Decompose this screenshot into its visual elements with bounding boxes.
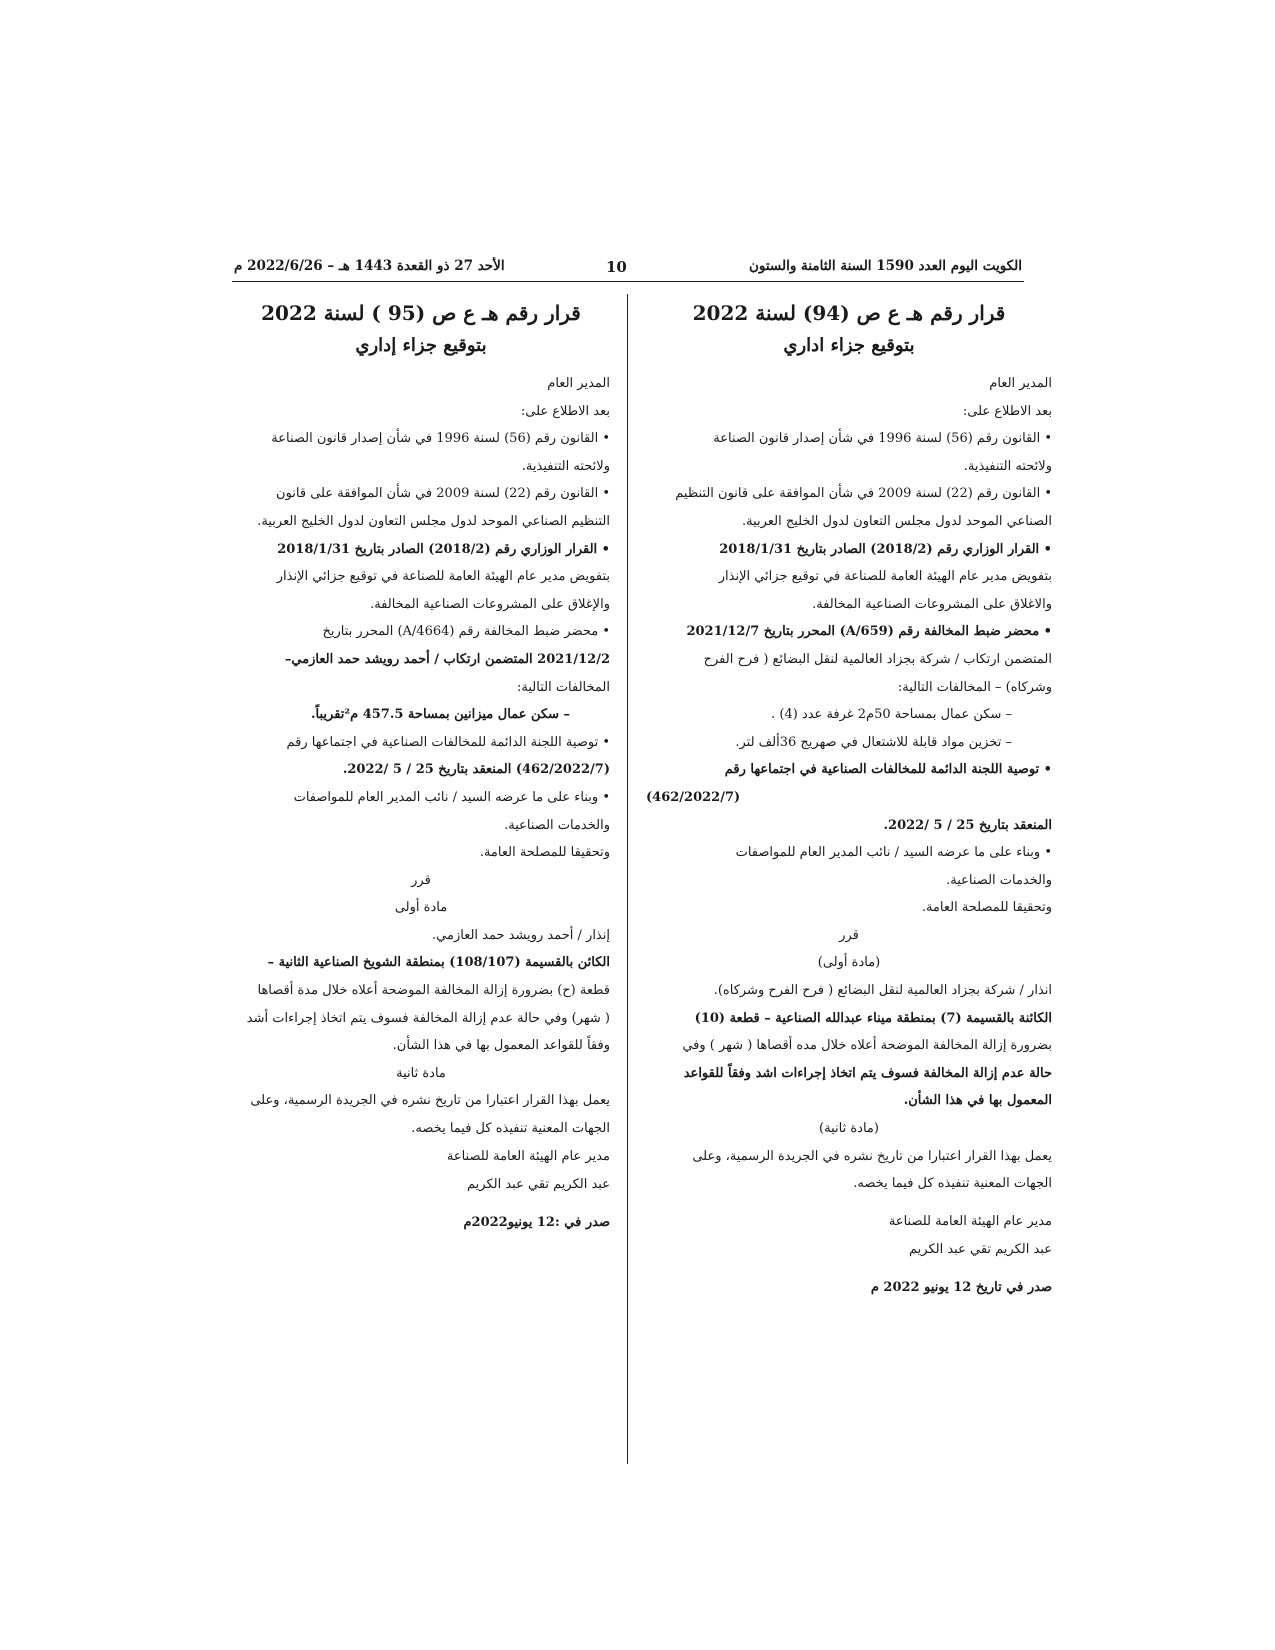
- body-line: التنظيم الصناعي الموحد لدول مجلس التعاون لدول الخليج العربية.: [257, 513, 610, 529]
- body-line: • القانون رقم (22) لسنة 2009 في شأن الموافقة على قانون: [276, 486, 610, 502]
- decided-heading: قرر: [411, 872, 431, 888]
- decision-title: قرار رقم هـ ع ص (95 ) لسنة 2022: [261, 301, 581, 325]
- decision-subtitle: بتوقيع جزاء إداري: [355, 335, 487, 356]
- body-line: ولائحته التنفيذية.: [521, 458, 610, 474]
- body-line: الصناعي الموحد لدول مجلس التعاون لدول الخليج العربية.: [742, 513, 1052, 529]
- body-line: بتفويض مدير عام الهيئة العامة للصناعة في توقيع جزائي الإنذار: [718, 569, 1052, 585]
- body-line: المنعقد بتاريخ 25 / 5 /2022.: [883, 817, 1052, 833]
- body-line: انذار / شركة بجزاد العالمية لنقل البضائع ( فرح الفرح وشركاه).: [713, 983, 1052, 999]
- decision-95-column: [232, 296, 610, 1237]
- body-line: والاغلاق على المشروعات الصناعية المخالفة.: [812, 596, 1052, 612]
- signatory-position: مدير عام الهيئة العامة للصناعة: [888, 1213, 1052, 1229]
- body-line: المدير العام: [547, 376, 610, 391]
- body-line: والخدمات الصناعية.: [946, 872, 1052, 888]
- body-line: المدير العام: [989, 376, 1052, 391]
- body-line: والإغلاق على المشروعات الصناعية المخالفة.: [370, 596, 610, 612]
- article-heading: مادة ثانية: [396, 1065, 446, 1081]
- body-line: (462/2022/7): [646, 789, 741, 805]
- body-line: المتضمن ارتكاب / شركة بجزاد العالمية لنقل البضائع ( فرح الفرح: [703, 651, 1052, 667]
- decision-subtitle: بتوقيع جزاء اداري: [783, 335, 915, 356]
- signatory-name: عبد الكريم تقي عبد الكريم: [467, 1176, 610, 1192]
- body-line: وفقاً للقواعد المعمول بها في هذا الشأن.: [392, 1038, 610, 1054]
- body-line: والخدمات الصناعية.: [504, 817, 610, 833]
- body-line: 2021/12/2 المتضمن ارتكاب / أحمد رويشد حمد العازمي–: [284, 651, 610, 667]
- body-line: – تخزين مواد قابلة للاشتعال في صهريج 36ألف لتر.: [735, 734, 1012, 750]
- body-line: • القرار الوزاري رقم (2018/2) الصادر بتاريخ 2018/1/31: [277, 541, 610, 557]
- body-line: الجهات المعنية تنفيذه كل فيما يخصه.: [411, 1121, 610, 1137]
- body-line: – سكن عمال ميزانين بمساحة 457.5 م²تقريباً.: [311, 707, 570, 723]
- signatory-name: عبد الكريم تقي عبد الكريم: [909, 1241, 1052, 1257]
- body-line: الكائنة بالقسيمة (7) بمنطقة ميناء عبدالله الصناعية – قطعة (10): [694, 1010, 1052, 1026]
- column-divider: [627, 294, 628, 1464]
- body-line: • توصية اللجنة الدائمة للمخالفات الصناعية في اجتماعها رقم: [724, 762, 1052, 778]
- body-line: يعمل بهذا القرار اعتبارا من تاريخ نشره في الجريدة الرسمية، وعلى: [250, 1093, 610, 1109]
- body-line: • القانون رقم (22) لسنة 2009 في شأن الموافقة على قانون التنظيم: [675, 486, 1052, 502]
- body-line: • القانون رقم (56) لسنة 1996 في شأن إصدار قانون الصناعة: [713, 431, 1052, 447]
- page-header: [234, 258, 1022, 280]
- body-line: (462/2022/7) المنعقد بتاريخ 25 / 5 /2022.: [342, 762, 610, 778]
- header-date: الأحد 27 ذو القعدة 1443 هـ – 2022/6/26 م: [234, 258, 505, 274]
- body-line: المخالفات التالية:: [517, 679, 610, 695]
- header-publication: الكويت اليوم العدد 1590 السنة الثامنة والستون: [748, 258, 1022, 274]
- body-line: • محضر ضبط المخالفة رقم (A/4664) المحرر بتاريخ: [322, 624, 610, 640]
- body-line: – سكن عمال بمساحة 50م2 غرفة عدد (4) .: [771, 707, 1012, 723]
- decision-title: قرار رقم هـ ع ص (94) لسنة 2022: [692, 301, 1006, 325]
- body-line: • وبناء على ما عرضه السيد / نائب المدير العام للمواصفات: [293, 789, 610, 805]
- body-line: وتحقيقا للمصلحة العامة.: [479, 845, 610, 861]
- page-number: 10: [606, 258, 627, 276]
- body-line: وتحقيقا للمصلحة العامة.: [921, 900, 1052, 916]
- article-heading: (مادة أولى): [817, 955, 881, 971]
- body-line: • القانون رقم (56) لسنة 1996 في شأن إصدار قانون الصناعة: [271, 431, 610, 447]
- signatory-position: مدير عام الهيئة العامة للصناعة: [446, 1148, 610, 1164]
- article-heading: (مادة ثانية): [819, 1121, 879, 1137]
- body-line: بضرورة إزالة المخالفة الموضحة أعلاه خلال مده أقصاها ( شهر ) وفي: [682, 1038, 1052, 1054]
- body-line: إنذار / أحمد رويشد حمد العازمي.: [432, 927, 610, 943]
- decided-heading: قرر: [839, 927, 859, 943]
- body-line: ( شهر) وفي حالة عدم إزالة المخالفة فسوف يتم اتخاذ إجراءات أشد: [246, 1010, 610, 1026]
- body-line: بعد الاطلاع على:: [520, 403, 610, 419]
- body-line: • توصية اللجنة الدائمة للمخالفات الصناعية في اجتماعها رقم: [286, 734, 610, 750]
- body-line: المعمول بها في هذا الشأن.: [903, 1093, 1052, 1109]
- header-rule: [232, 281, 1024, 282]
- body-line: بتفويض مدير عام الهيئة العامة للصناعة في توقيع جزائي الإنذار: [276, 569, 610, 585]
- body-line: قطعة (ح) بضرورة إزالة المخالفة الموضحة أعلاه خلال مدة أقصاها: [257, 983, 610, 999]
- article-heading: مادة أولى: [394, 900, 448, 916]
- body-line: • محضر ضبط المخالفة رقم (A/659) المحرر بتاريخ 2021/12/7: [686, 624, 1052, 640]
- body-line: وشركاه) – المخالفات التالية:: [897, 679, 1052, 695]
- body-line: بعد الاطلاع على:: [962, 403, 1052, 419]
- body-line: الكائن بالقسيمة (108/107) بمنطقة الشويخ الصناعية الثانية –: [267, 955, 610, 971]
- issue-date: صدر في :12 يونيو2022م: [463, 1214, 610, 1230]
- decision-94-column: [646, 296, 1052, 1302]
- body-line: • وبناء على ما عرضه السيد / نائب المدير العام للمواصفات: [735, 845, 1052, 861]
- issue-date: صدر في تاريخ 12 يونيو 2022 م: [870, 1279, 1052, 1295]
- body-line: ولائحته التنفيذية.: [963, 458, 1052, 474]
- body-line: يعمل بهذا القرار اعتبارا من تاريخ نشره في الجريدة الرسمية، وعلى: [692, 1148, 1052, 1164]
- body-line: الجهات المعنية تنفيذه كل فيما يخصه.: [853, 1176, 1052, 1192]
- body-line: • القرار الوزاري رقم (2018/2) الصادر بتاريخ 2018/1/31: [719, 541, 1052, 557]
- body-line: حالة عدم إزالة المخالفة فسوف يتم اتخاذ إجراءات اشد وفقاً للقواعد: [683, 1065, 1052, 1081]
